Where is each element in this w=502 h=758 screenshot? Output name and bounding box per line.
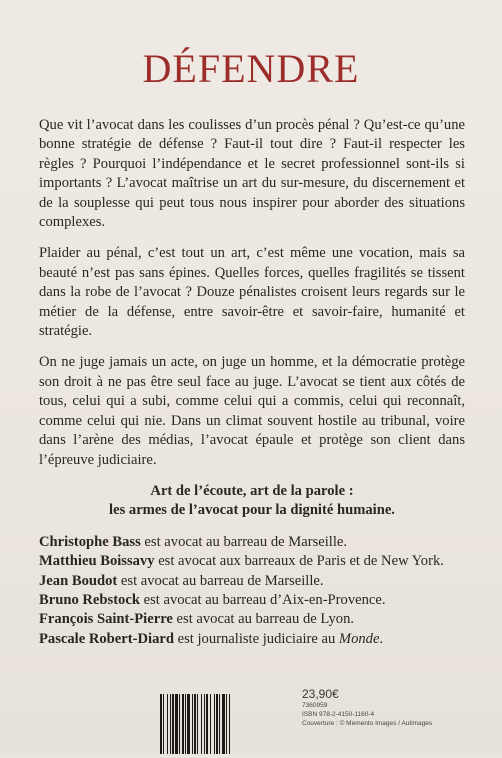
barcode-bar (229, 694, 230, 754)
author-name: Bruno Rebstock (39, 591, 140, 608)
author-list (39, 533, 465, 649)
author-description: est avocat aux barreaux de Paris et de New York. (154, 553, 444, 570)
author-name: Matthieu Boissavy (39, 553, 155, 570)
product-code: 7360959 (302, 702, 328, 709)
author-description: est avocat au barreau d’Aix-en-Provence. (139, 591, 386, 608)
author-name: Pascale Robert-Diard (39, 630, 174, 647)
author-description: est avocat au barreau de Lyon. (172, 611, 355, 628)
paragraph-3: On ne juge jamais un acte, on juge un homme, et la démocratie protège son droit à ne pas être seul face au juge. L’avocat se tient aux côtés de tous, celui qui a subi, comme celui qui a commis, celui qui reconnaît, comme celui qui nie. Dans un climat souvent hostile au tribunal, voire dans l’arène des médias, l’avocat épaule et protège son client dans l’épreuve judiciaire. (39, 354, 465, 468)
author-description: est avocat au barreau de Marseille. (140, 533, 348, 550)
author-item (39, 591, 465, 610)
author-description-end: . (379, 630, 384, 647)
isbn: ISBN 978-2-4150-1160-4 (302, 711, 375, 718)
author-item (39, 610, 465, 629)
tagline-line-1: Art de l’écoute, art de la parole : (150, 482, 354, 499)
paragraph-2: Plaider au pénal, c’est tout un art, c’est même une vocation, mais sa beauté n’est pas sans épines. Quelles forces, quelles fragilités se tissent dans la robe de l’avocat ? Douze pénalistes croisent leurs regards sur le métier de la défense, entre savoir-être et savoir-faire, humanité et stratégie. (39, 245, 465, 340)
price-block (302, 688, 432, 728)
author-item (39, 533, 465, 552)
author-item (39, 572, 465, 591)
blurb (39, 116, 465, 649)
author-description: est avocat au barreau de Marseille. (117, 572, 324, 589)
author-item (39, 552, 465, 571)
barcode (160, 694, 280, 754)
author-name: Christophe Bass (39, 533, 141, 550)
author-item (39, 630, 465, 649)
tagline-line-2: les armes de l’avocat pour la dignité humaine. (109, 502, 395, 519)
author-description: est journaliste judiciaire au (173, 630, 339, 647)
tagline (39, 482, 465, 521)
author-name: Jean Boudot (39, 572, 118, 589)
author-name: François Saint-Pierre (39, 611, 173, 628)
cover-credit: Couverture : © Memento Images / Autimages (302, 720, 433, 727)
price: 23,90€ (302, 687, 339, 701)
newspaper-name: Monde (338, 630, 380, 647)
paragraph-1: Que vit l’avocat dans les coulisses d’un procès pénal ? Qu’est-ce qu’une bonne stratégie de défense ? Faut-il tout dire ? Faut-il respecter les règles ? Pourquoi l’indépendance et le secret professionnel sont-ils si importants ? L’avocat maîtrise un art du sur-mesure, du discernement et de la souplesse qui peut tous nous inspirer pour aborder des situations complexes. (39, 117, 465, 231)
book-title: DÉFENDRE (142, 45, 360, 91)
barcode-area (160, 688, 460, 758)
